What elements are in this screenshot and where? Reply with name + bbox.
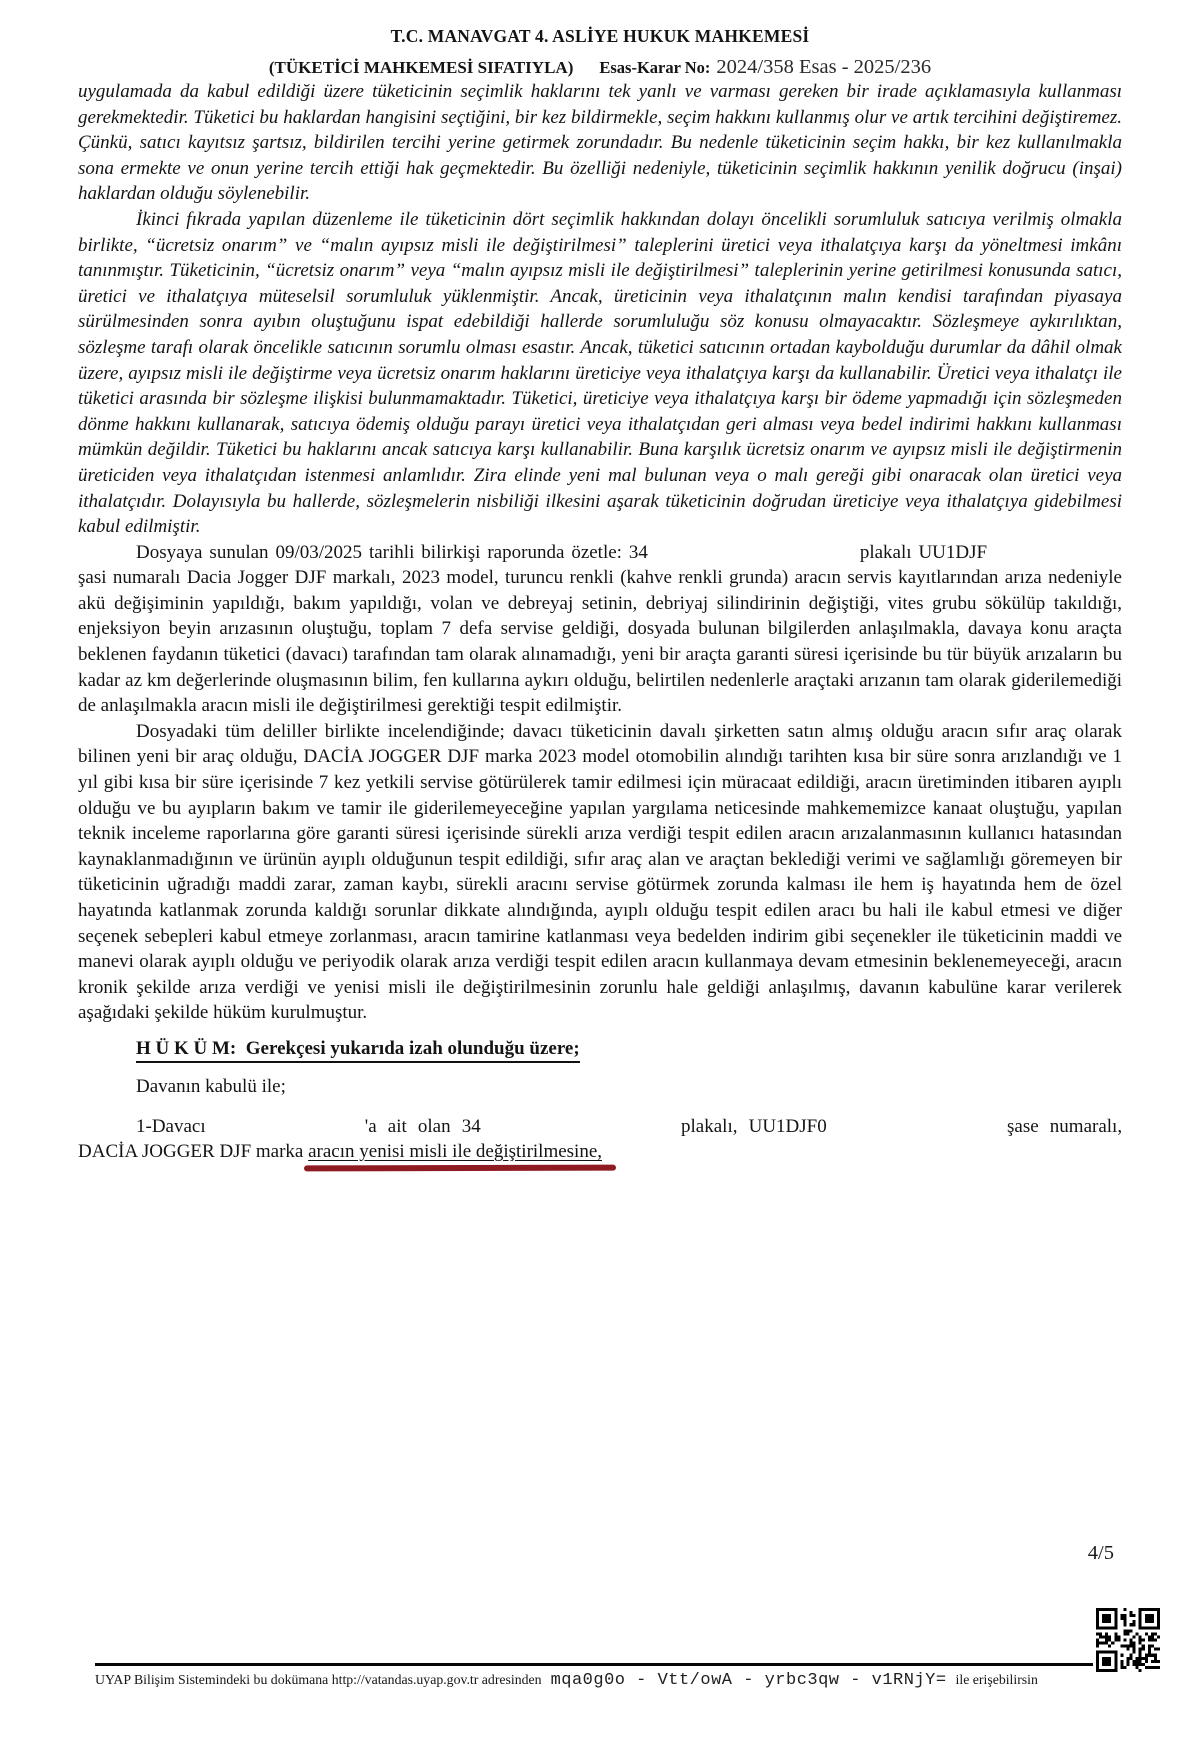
ruling-text-3: plakalı, UU1DJF0 bbox=[681, 1115, 827, 1137]
verdict-reason-text: Gerekçesi yukarıda izah olunduğu üzere; bbox=[245, 1037, 580, 1059]
footer-access-code: mqa0g0o - Vtt/owA - yrbc3qw - v1RNjY= bbox=[550, 1671, 947, 1690]
paragraph-selective-rights: uygulamada da kabul edildiği üzere tüketicinin seçimlik haklarını tek yanlı ve varması gereken bir irade açıklamasıyla kullanması gerekmektedir. Tüketici bu haklardan hangisini seçtiğini, bir kez bildirmekle, seçim hakkını kullanmış olur ve artık tercihini değiştiremez. Çünkü, satıcı kayıtsız şartsız, bildirilen tercihi yerine getirmek zorundadır. Bu nedenle tüketicinin seçim hakkı, bir kez kullanılmakla sona ermekte ve onun yerine tercih ettiği hak geçmektedir. Bu özelliği nedeniyle, tüketicinin seçimlik hakkının yenilik doğrucu (inşai) haklardan olduğu söylenebilir. bbox=[78, 81, 1122, 205]
case-number-label: Esas-Karar No: bbox=[599, 58, 711, 77]
expert-report-text-3: şasi numaralı Dacia Jogger DJF markalı, 2023 model, turuncu renkli (kahve renkli grunda) aracın servis kayıtlarından arıza nedeniyle akü değişiminin yapıldığı, bakım yapıldığı, volan ve debreyaj setinin, debriyaj silindirinin değiştiği, vites grubu sökülüp takıldığı, enjeksiyon beyin arızasının oluştuğu, toplam 7 defa servise geldiği, dosyada bulunan bilgilerden anlaşılmakla, davaya konu araçta beklenen faydanın tüketici (davacı) tarafından tam olarak alınamadığı, yeni bir araçta garanti süresi içerisinde bu tür büyük arızaların bu kadar az km değerlerinde oluşmasının bilim, fen kullarına aykırı olduğu, belirtilen nedenlerle araçtaki arızanın tam olarak giderilemediği de anlaşılmakla aracın misli ile değiştirilmesi gerektiği tespit edilmiştir. bbox=[78, 567, 1122, 717]
ruling-text-2: 'a ait olan 34 bbox=[364, 1115, 481, 1137]
footer-divider bbox=[95, 1663, 1093, 1666]
footer-access-line bbox=[95, 1671, 1175, 1690]
document-header bbox=[78, 26, 1122, 79]
paragraph-court-assessment: Dosyadaki tüm deliller birlikte incelendiğinde; davacı tüketicinin davalı şirketten satın almış olduğu aracın sıfır araç olarak bilinen yeni bir araç olduğu, DACİA JOGGER DJF marka 2023 model otomobilin alındığı tarihten kısa bir süre sonra arızlandığı ve 1 yıl gibi kısa bir süre içerisinde 7 kez yetkili servise götürülerek tamir edilmesi için müracaat edildiği, aracın üretiminden itibaren ayıplı olduğu ve bu ayıpların bakım ve tamir ile giderilemeyeceğine yapılan yargılama neticesinde mahkememizce kanaat oluştuğu, yapılan teknik inceleme raporlarına göre garanti süresi içerisinde sürekli arıza verdiği tespit edilen aracın arızalanmasının kullanıcı hatasından kaynaklanmadığının ve ürünün ayıplı olduğunun tespit edildiği, sıfır araç alan ve araçtan beklediği verimi ve sağlamlığı göremeyen bir tüketicinin uğradığı maddi zarar, zaman kaybı, sürekli aracını servise götürmek zorunda kalması ile hem iş hayatında hem de özel hayatında katlanmak zorunda kaldığı sorunlar dikkate alındığında, ayıplı olduğu tespit edilen aracı bu hali ile kabul etmesi ve diğer seçenek sebepleri kabul etmeye zorlanması, aracın tamirine katlanması veya bedelden indirim gibi seçenekler ile tüketicinin maddi ve manevi olarak ayıplı olduğu ve periyodik olarak arıza verdiği tespit edilen aracın kullanmaya devam etmesinin beklenemeyeceği, aracın kronik şekilde arıza verdiği ve yenisi misli ile değiştirilmesinin zorunlu hale geldiği anlaşılmış, davanın kabulüne karar verilerek aşağıdaki şekilde hüküm kurulmuştur. bbox=[78, 720, 1122, 1024]
verdict-heading-underlined bbox=[136, 1038, 580, 1063]
court-capacity: (TÜKETİCİ MAHKEMESİ SIFATIYLA) bbox=[268, 58, 574, 77]
redacted-plate-number bbox=[492, 1131, 670, 1132]
ruling-item-1 bbox=[78, 1114, 1122, 1165]
redacted-plate bbox=[655, 557, 853, 558]
expert-report-text-2: plakalı UU1DJF bbox=[859, 541, 988, 563]
verdict-heading bbox=[136, 1036, 1122, 1062]
footer-access-prefix: UYAP Bilişim Sistemindeki bu dokümana http://vatandas.uyap.gov.tr adresinden bbox=[95, 1672, 542, 1687]
ruling-replacement-phrase: aracın yenisi misli ile değiştirilmesine, bbox=[308, 1141, 603, 1163]
redacted-chassis bbox=[994, 557, 1122, 558]
qr-code bbox=[1096, 1608, 1160, 1672]
case-number-value: 2024/358 Esas - 2025/236 bbox=[716, 56, 932, 78]
court-name: T.C. MANAVGAT 4. ASLİYE HUKUK MAHKEMESİ bbox=[390, 26, 810, 46]
expert-report-text-1: Dosyaya sunulan 09/03/2025 tarihli bilirkişi raporunda özetle: 34 bbox=[136, 541, 648, 563]
redacted-plaintiff-name bbox=[217, 1131, 365, 1132]
paragraph-expert-report bbox=[78, 540, 1122, 719]
ruling-text-1: 1-Davacı bbox=[136, 1115, 206, 1137]
footer-access-suffix: ile erişebilirsin bbox=[955, 1672, 1038, 1687]
ruling-text-4: şase numaralı, DACİA JOGGER DJF marka bbox=[78, 1115, 1123, 1163]
verdict-label: H Ü K Ü M: bbox=[136, 1037, 237, 1059]
page-number: 4/5 bbox=[1087, 1542, 1114, 1564]
redacted-chassis-number bbox=[838, 1131, 996, 1132]
header-second-line bbox=[78, 56, 1122, 79]
acceptance-line: Davanın kabulü ile; bbox=[136, 1075, 286, 1097]
paragraph-second-clause: İkinci fıkrada yapılan düzenleme ile tüketicinin dört seçimlik hakkından dolayı öncelikli sorumluluk satıcıya verilmiş olmakla birlikte, “ücretsiz onarım” ve “malın ayıpsız misli ile değiştirilmesi” taleplerini üretici veya ithalatçıya karşı da yöneltmesi imkânı tanınmıştır. Tüketicinin, “ücretsiz onarım” veya “malın ayıpsız misli ile değiştirilmesi” taleplerinin yerine getirilmesi konusunda satıcı, üretici ve ithalatçıya müteselsil sorumluluk yüklenmiştir. Ancak, üreticinin veya ithalatçının malın kendisi tarafından piyasaya sürülmesinden sonra ayıbın oluştuğunu ispat edebildiği hallerde sorumluluğu söz konusu olmayacaktır. Sözleşmeye aykırılıktan, sözleşme tarafı olarak öncelikle satıcının sorumlu olması esastır. Ancak, tüketici satıcının ortadan kaybolduğu durumlar da dâhil olmak üzere, ayıpsız misli ile değiştirme veya ücretsiz onarım haklarını üreticiye veya ithalatçıya karşı da kullanabilir. Üretici veya ithalatçı ile tüketici arasında bir sözleşme ilişkisi bulunmamaktadır. Tüketici, üreticiye veya ithalatçıya karşı bir ödeme yapmadığı için sözleşmeden dönme hakkını kullanarak, satıcıya ödemiş olduğu parayı üretici veya ithalatçıdan geri alması veya bedel indirimi hakkını kullanması mümkün değildir. Tüketici bu haklarını ancak satıcıya karşı kullanabilir. Buna karşılık ücretsiz onarım ve ayıpsız misli ile değiştirmenin üreticiden veya ithalatçıdan istenmesi anlamlıdır. Zira elinde yeni mal bulunan veya o malı gereği gibi onaracak olan üretici veya ithalatçıdır. Dolayısıyla bu hallerde, sözleşmelerin nisbiliği ilkesini aşarak tüketicinin doğrudan üreticiye veya ithalatçıya gidebilmesi kabul edilmiştir. bbox=[78, 208, 1122, 538]
